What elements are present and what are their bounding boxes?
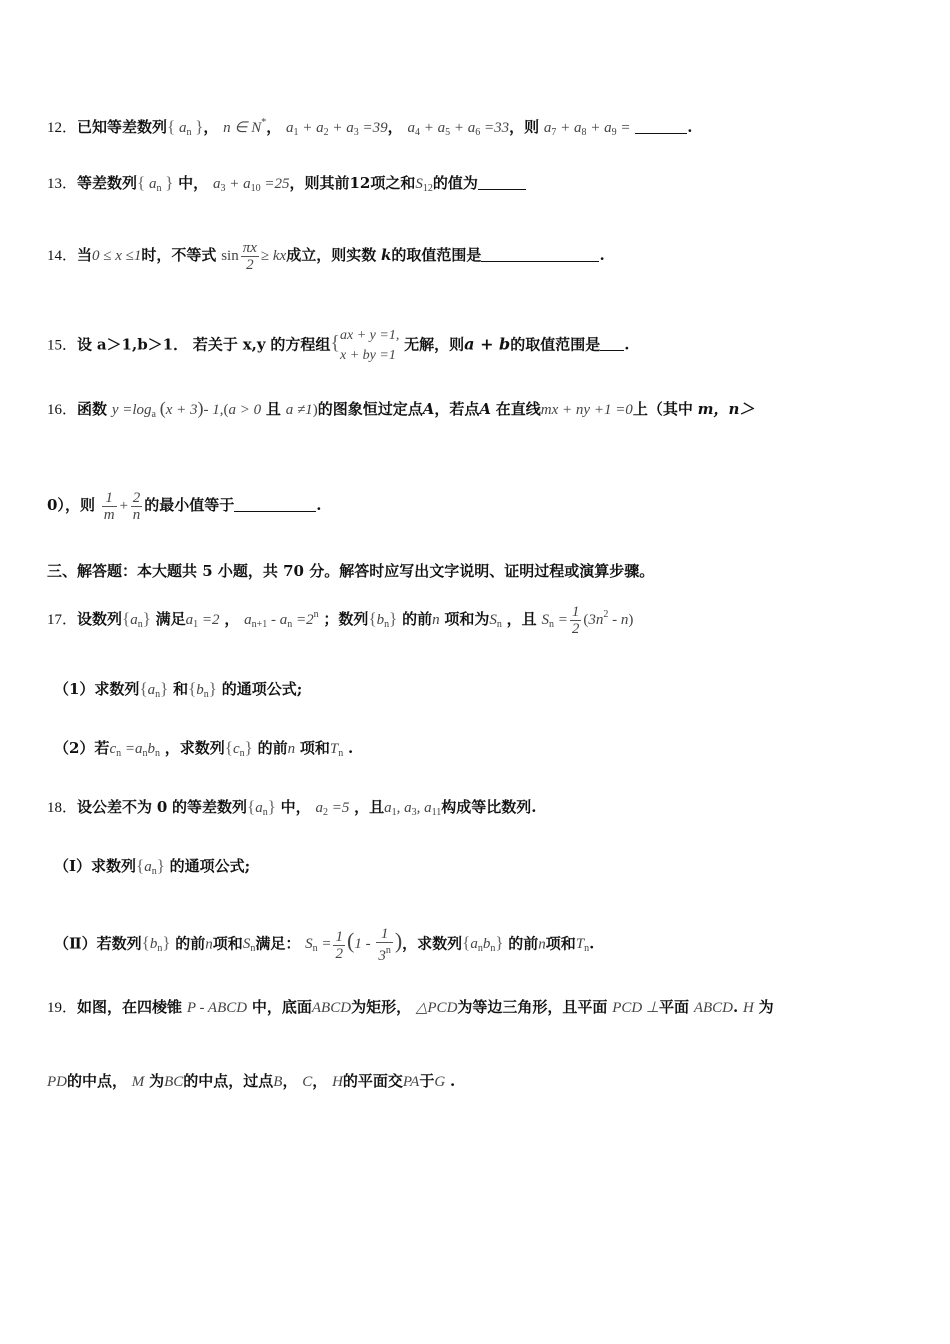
math-fraction-sum: $\frac{1}{m}$ + $\frac{2}{n}$ xyxy=(103,490,141,523)
math-n: n xyxy=(538,936,546,953)
answer-blank[interactable] xyxy=(481,247,599,262)
math-a1-a3-a11: $a_1$, $a_3$, $a_{11}$ xyxy=(384,800,442,818)
math-seq-bn: $\{b_n\}$ xyxy=(188,679,217,700)
math-sum-a1-a3: $a_1 + a_2 + a_3 =39$ xyxy=(286,120,388,138)
question-15: 15．设 a＞1,b＞1． 若关于 x,y 的方程组{ ax + y =1, x + by =1 无解，则a + b的取值范围是 . xyxy=(47,328,630,363)
math-Sn: $S_n$ xyxy=(242,936,256,955)
math-Sn: $S_n$ xyxy=(489,612,502,630)
question-17-part-2: （2）若$c_n =a_nb_n$ ，求数列$\{c_n\}$ 的前n 项和$T_n$ . xyxy=(54,738,354,759)
math-PCD-perp: PCD ⊥ xyxy=(612,1000,660,1016)
math-n: n xyxy=(432,612,440,628)
question-13: 13．等差数列{ $a_n$ } 中， $a_3 + a_{10} =25$，则其前12项之和$S_{12}$的值为 xyxy=(47,172,920,200)
math-sin-inequality: sin $\frac{\pi x}{2}$ ≥ kx xyxy=(221,240,287,273)
math-equation-system: { ax + y =1, x + by =1 xyxy=(330,328,400,363)
math-range-x: 0 ≤ x ≤1 xyxy=(92,247,142,264)
answer-blank[interactable] xyxy=(234,497,316,512)
question-18: 18．设公差不为 0 的等差数列$\{a_n\}$ 中， $a_2 =5$ ，且$a_1$, $a_3$, $a_{11}$构成等比数列. xyxy=(47,797,537,818)
math-seq-cn: $\{c_n\}$ xyxy=(224,738,253,759)
answer-blank[interactable] xyxy=(600,336,624,351)
math-sum-a4-a6: $a_4 + a_5 + a_6 =33$ xyxy=(407,120,510,138)
math-a3-a10: $a_3 + a_{10} =25$ xyxy=(212,176,290,194)
math-H: H xyxy=(332,1074,343,1090)
math-H: H xyxy=(743,1000,754,1016)
question-18-part-2: （Ⅱ）若数列$\{b_n\}$ 的前n项和$S_n$满足： $S_n$ = $\frac{1}{2}$ (1 - $\frac{1}{3^n}$ )，求数列$\{a_nb_n\}$ 的前n项和$T_n$. xyxy=(54,926,595,964)
question-16-cont: 0），则 $\frac{1}{m}$ + $\frac{2}{n}$ 的最小值等于 . xyxy=(47,490,322,523)
math-ABCD: ABCD xyxy=(693,1000,733,1016)
math-BC: BC xyxy=(164,1074,184,1090)
math-seq-an: $\{a_n\}$ xyxy=(136,856,165,877)
math-recurrence: $a_{n+1} - a_n =2^n$ xyxy=(244,609,319,630)
math-C: C xyxy=(302,1074,313,1090)
math-triangle-PCD: △PCD xyxy=(415,1000,458,1016)
question-19-cont: PD的中点， M 为BC的中点，过点B， C， H的平面交PA于G . xyxy=(47,1072,456,1090)
math-M: M xyxy=(131,1074,145,1090)
math-a-neq-1: a ≠1) xyxy=(285,402,318,418)
math-cn-def: $c_n =a_nb_n$ xyxy=(109,741,160,759)
math-n-in-N: n ∈ N* xyxy=(223,117,267,136)
question-19: 19．如图，在四棱锥 P - ABCD 中，底面ABCD为矩形， △PCD为等边三角形，且平面 PCD ⊥平面 ABCD. H 为 xyxy=(47,998,774,1016)
math-ABCD: ABCD xyxy=(311,1000,352,1016)
math-P-ABCD: P - ABCD xyxy=(186,1000,248,1016)
question-12: 12．已知等差数列{ $a_n$ }， n ∈ N*， $a_1 + a_2 + a_3 =39$， $a_4 + a_5 + a_6 =33$，则 $a_7 + a_8 + a_9$ = . xyxy=(47,117,693,138)
answer-blank[interactable] xyxy=(635,119,687,134)
math-seq-an: { $a_n$ } xyxy=(137,173,174,194)
math-seq-an: $\{a_n\}$ xyxy=(247,797,276,818)
math-n: n xyxy=(205,936,213,953)
math-sum-a7-a9: $a_7 + a_8 + a_9$ = xyxy=(543,120,631,138)
math-seq-anbn: $\{a_nb_n\}$ xyxy=(462,933,504,955)
math-Sn-formula: $S_n$ = $\frac{1}{2}$ $(3n^2 - n)$ xyxy=(541,604,634,638)
math-seq-bn: $\{b_n\}$ xyxy=(368,609,398,630)
question-17: 17．设数列$\{a_n\}$ 满足$a_1 =2$ ， $a_{n+1} - a_n =2^n$ ；数列$\{b_n\}$ 的前n 项和为$S_n$ ，且 $S_n$ = $\frac{1}{2}$ $(3n^2 - n)$ xyxy=(47,604,634,638)
math-S12: $S_{12}$ xyxy=(415,176,433,194)
math-a-plus-b: a + b xyxy=(464,334,511,354)
math-seq-an: $\{a_n\}$ xyxy=(122,609,151,630)
question-16: 16．函数 $y =\log_a$ (x + 3)- 1,(a > 0 且 a ≠1)的图象恒过定点A，若点A 在直线mx + ny +1 =0上（其中 m，n＞ xyxy=(47,398,755,420)
math-B: B xyxy=(273,1074,283,1090)
math-G: G xyxy=(434,1074,446,1090)
math-seq-an: { $a_n$ } xyxy=(167,117,204,138)
answer-blank[interactable] xyxy=(478,175,526,190)
math-n: n xyxy=(287,741,296,757)
question-14: 14．当0 ≤ x ≤1时，不等式 sin $\frac{\pi x}{2}$ ≥ kx成立，则实数 k的取值范围是 . xyxy=(47,240,605,273)
math-Sn-geometric: $S_n$ = $\frac{1}{2}$ (1 - $\frac{1}{3^n}$ ) xyxy=(305,926,403,964)
math-a1-eq-2: $a_1 =2$ xyxy=(185,612,220,630)
section-3-heading: 三、解答题：本大题共 5 小题，共 70 分。解答时应写出文字说明、证明过程或演算步骤。 xyxy=(47,562,655,580)
math-Tn: $T_n$ xyxy=(329,741,344,759)
math-log-function: $y =\log_a$ (x + 3)- 1,(a > 0 xyxy=(111,398,262,420)
math-PA: PA xyxy=(402,1074,420,1090)
question-18-part-1: （Ⅰ）求数列$\{a_n\}$ 的通项公式; xyxy=(54,856,251,877)
math-line-equation: mx + ny +1 =0 xyxy=(540,402,633,418)
math-a2-eq-5: $a_2 =5$ xyxy=(315,800,350,818)
math-seq-an: $\{a_n\}$ xyxy=(139,679,169,700)
math-seq-bn: $\{b_n\}$ xyxy=(141,933,171,955)
question-17-part-1: （1）求数列$\{a_n\}$ 和$\{b_n\}$ 的通项公式; xyxy=(54,679,303,700)
math-Tn: $T_n$ xyxy=(575,936,590,955)
math-PD: PD xyxy=(47,1074,67,1090)
